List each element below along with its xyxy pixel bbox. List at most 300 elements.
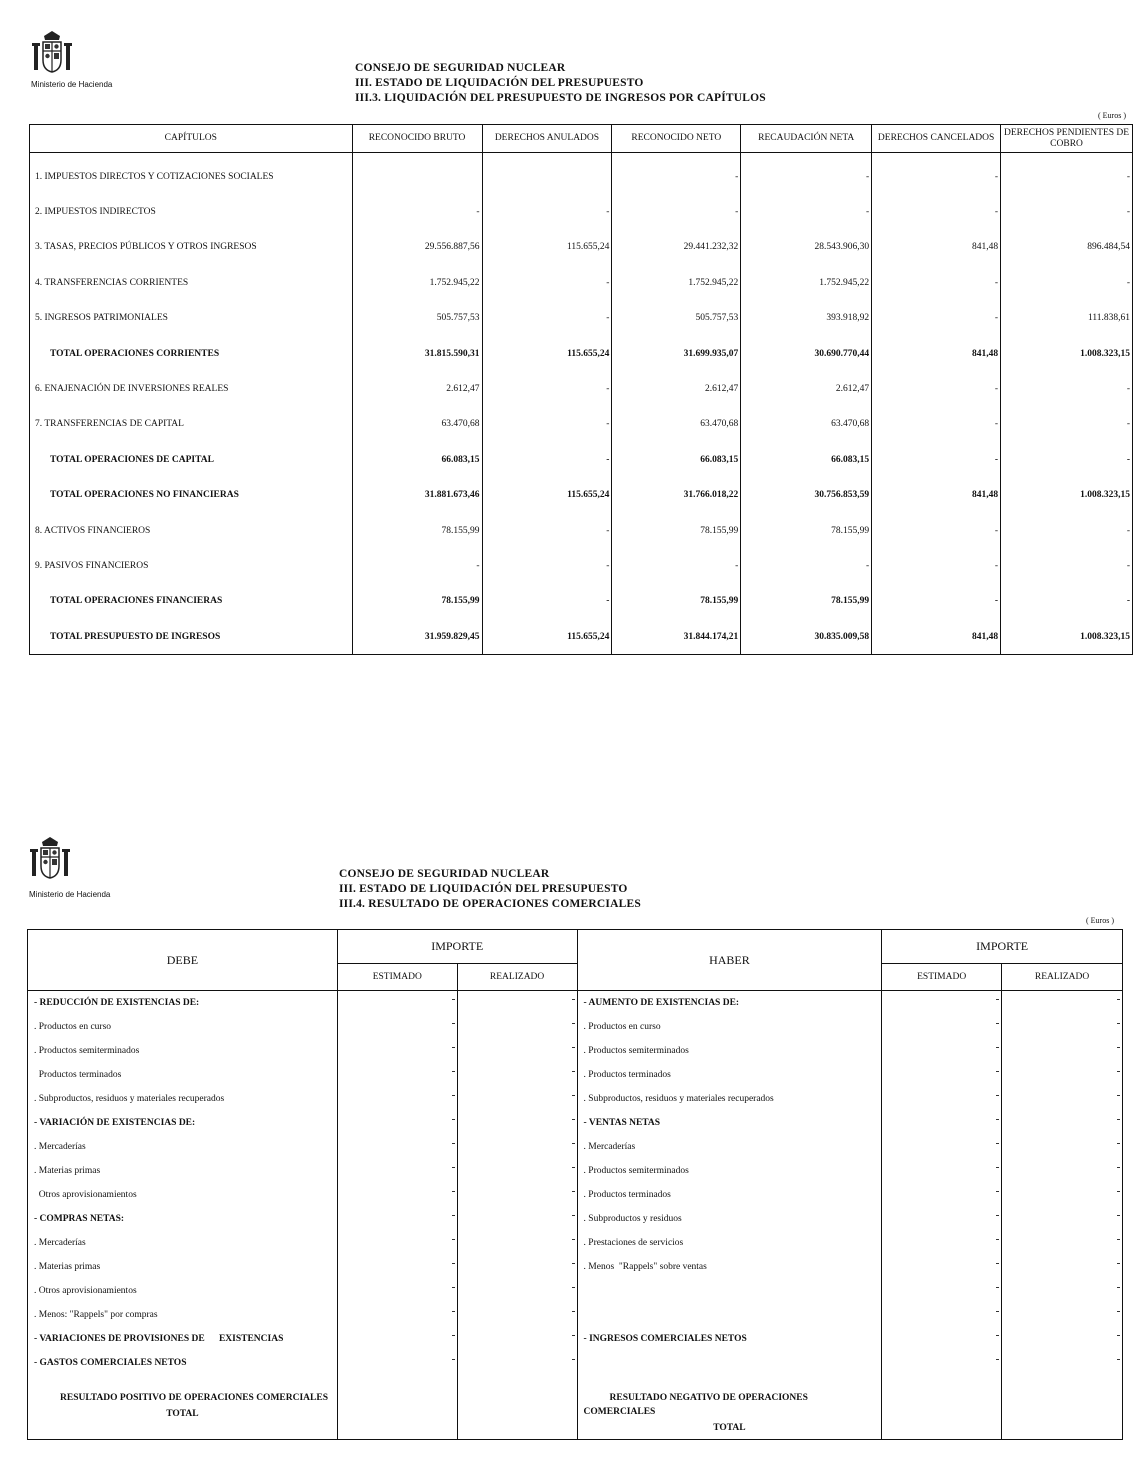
table-row	[30, 230, 1133, 265]
table-row	[30, 442, 1133, 477]
cell-value: 78.155,99	[352, 584, 482, 619]
empty-cell	[458, 1303, 577, 1327]
dash-mark	[452, 1095, 455, 1096]
dash-mark	[452, 1239, 455, 1240]
cell-value: 28.543.906,30	[741, 230, 872, 265]
dash-mark	[452, 1143, 455, 1144]
cell-value: 78.155,99	[612, 513, 741, 548]
cell-value: 66.083,15	[352, 442, 482, 477]
list-item: - VARIACIONES DE PROVISIONES DE EXISTENCIAS	[34, 1334, 284, 1344]
row-label: TOTAL PRESUPUESTO DE INGRESOS	[30, 619, 353, 655]
empty-cell	[1002, 1063, 1122, 1087]
empty-cell	[882, 1351, 1001, 1375]
dash-mark	[572, 1071, 575, 1072]
table-row	[30, 513, 1133, 548]
row-label: 2. IMPUESTOS INDIRECTOS	[30, 194, 353, 229]
row-label: 6. ENAJENACIÓN DE INVERSIONES REALES	[30, 371, 353, 406]
empty-cell	[458, 1063, 577, 1087]
cell-value: -	[612, 153, 741, 195]
cell-value: -	[482, 407, 612, 442]
cell-value: 66.083,15	[741, 442, 872, 477]
cell-value: -	[482, 265, 612, 300]
table-row	[30, 301, 1133, 336]
list-item: . Productos terminados	[583, 1070, 671, 1080]
dash-mark	[572, 1359, 575, 1360]
empty-cell	[338, 1015, 457, 1039]
dash-mark	[996, 1143, 999, 1144]
dash-mark	[996, 1191, 999, 1192]
empty-cell	[458, 1135, 577, 1159]
cell-value: -	[1001, 584, 1133, 619]
dash-mark	[572, 1047, 575, 1048]
cell-value: 1.752.945,22	[352, 265, 482, 300]
list-item: . Menos "Rappels" sobre ventas	[583, 1262, 707, 1272]
cell-value: 1.752.945,22	[612, 265, 741, 300]
cell-value: -	[482, 548, 612, 583]
column-header: RECONOCIDO NETO	[612, 125, 741, 153]
cell-value: 2.612,47	[352, 371, 482, 406]
cell-value: -	[872, 513, 1001, 548]
cell-value: 115.655,24	[482, 619, 612, 655]
commercial-operations-table	[27, 929, 1123, 1440]
cell-value: 31.881.673,46	[352, 478, 482, 513]
heading-line: CONSEJO DE SEGURIDAD NUCLEAR	[355, 62, 566, 74]
empty-cell	[338, 1207, 457, 1231]
dash-mark	[572, 1287, 575, 1288]
list-item	[578, 1303, 882, 1327]
list-item: Productos terminados	[34, 1070, 122, 1080]
list-item	[578, 1351, 882, 1375]
cell-value: -	[482, 513, 612, 548]
cell-value: 505.757,53	[612, 301, 741, 336]
dash-mark	[572, 1023, 575, 1024]
cell-value: -	[872, 194, 1001, 229]
cell-value: -	[482, 371, 612, 406]
dash-mark	[572, 1143, 575, 1144]
ministry-label: Ministerio de Hacienda	[29, 890, 111, 899]
dash-mark	[572, 1311, 575, 1312]
list-item: . Mercaderías	[583, 1142, 636, 1152]
haber-importe-header: IMPORTE	[882, 930, 1123, 964]
empty-cell	[338, 1327, 457, 1351]
list-item: - INGRESOS COMERCIALES NETOS	[583, 1334, 747, 1344]
dash-mark	[996, 1215, 999, 1216]
heading-line: III.4. RESULTADO DE OPERACIONES COMERCIALES	[339, 898, 641, 910]
dash-mark	[452, 1071, 455, 1072]
cell-value: -	[1001, 371, 1133, 406]
debe-realizado-column	[457, 991, 577, 1440]
dash-mark	[996, 1311, 999, 1312]
empty-cell	[458, 1159, 577, 1183]
dash-mark	[996, 1047, 999, 1048]
heading-line: III. ESTADO DE LIQUIDACIÓN DEL PRESUPUESTO	[355, 77, 644, 89]
cell-value: -	[352, 548, 482, 583]
list-item: . Productos semiterminados	[583, 1166, 689, 1176]
cell-value: 393.918,92	[741, 301, 872, 336]
empty-cell	[882, 1207, 1001, 1231]
dash-mark	[996, 1095, 999, 1096]
cell-value: -	[1001, 513, 1133, 548]
dash-mark	[452, 1119, 455, 1120]
cell-value: -	[1001, 548, 1133, 583]
empty-cell	[458, 1231, 577, 1255]
empty-cell	[882, 1015, 1001, 1039]
dash-mark	[572, 1239, 575, 1240]
cell-value: -	[872, 301, 1001, 336]
row-label: 5. INGRESOS PATRIMONIALES	[30, 301, 353, 336]
cell-value: -	[872, 407, 1001, 442]
heading-line: III. ESTADO DE LIQUIDACIÓN DEL PRESUPUESTO	[339, 883, 628, 895]
list-item: . Productos en curso	[34, 1022, 112, 1032]
cell-value: 78.155,99	[352, 513, 482, 548]
dash-mark	[452, 1287, 455, 1288]
empty-cell	[458, 1327, 577, 1351]
dash-mark	[1117, 1311, 1120, 1312]
dash-mark	[452, 1311, 455, 1312]
cell-value: -	[352, 194, 482, 229]
debe-estimado-header: ESTIMADO	[337, 963, 457, 990]
report-heading	[339, 867, 641, 912]
cell-value: 115.655,24	[482, 336, 612, 371]
dash-mark	[1117, 1143, 1120, 1144]
dash-mark	[452, 1191, 455, 1192]
dash-mark	[996, 1023, 999, 1024]
dash-mark	[1117, 1191, 1120, 1192]
list-item: . Mercaderías	[34, 1238, 86, 1248]
cell-value: -	[1001, 442, 1133, 477]
cell-value: 78.155,99	[741, 584, 872, 619]
cell-value: 1.752.945,22	[741, 265, 872, 300]
empty-cell	[1002, 1183, 1122, 1207]
debe-realizado-header: REALIZADO	[457, 963, 577, 990]
dash-mark	[1117, 1047, 1120, 1048]
cell-value: 896.484,54	[1001, 230, 1133, 265]
cell-value: -	[741, 153, 872, 195]
cell-value: -	[482, 301, 612, 336]
empty-cell	[882, 1279, 1001, 1303]
cell-value: 1.008.323,15	[1001, 478, 1133, 513]
empty-cell	[338, 1039, 457, 1063]
empty-cell	[882, 1255, 1001, 1279]
cell-value: 30.835.009,58	[741, 619, 872, 655]
row-label: 8. ACTIVOS FINANCIEROS	[30, 513, 353, 548]
empty-cell	[1002, 1087, 1122, 1111]
cell-value: -	[482, 442, 612, 477]
empty-cell	[1002, 1039, 1122, 1063]
dash-mark	[1117, 1095, 1120, 1096]
empty-cell	[882, 1135, 1001, 1159]
column-header: CAPÍTULOS	[30, 125, 353, 153]
cell-value	[482, 153, 612, 195]
row-label: 7. TRANSFERENCIAS DE CAPITAL	[30, 407, 353, 442]
empty-cell	[338, 1231, 457, 1255]
dash-mark	[996, 1071, 999, 1072]
dash-mark	[1117, 1335, 1120, 1336]
cell-value: -	[872, 548, 1001, 583]
empty-cell	[1002, 991, 1122, 1015]
dash-mark	[996, 1119, 999, 1120]
table-row	[30, 478, 1133, 513]
cell-value: -	[872, 265, 1001, 300]
empty-cell	[882, 1039, 1001, 1063]
dash-mark	[1117, 1119, 1120, 1120]
column-header: RECONOCIDO BRUTO	[352, 125, 482, 153]
empty-cell	[338, 1351, 457, 1375]
table-row	[30, 619, 1133, 655]
cell-value: 66.083,15	[612, 442, 741, 477]
list-item: . Prestaciones de servicios	[583, 1238, 684, 1248]
table-row	[30, 153, 1133, 195]
empty-cell	[882, 1327, 1001, 1351]
empty-cell	[458, 1039, 577, 1063]
debe-total-label: TOTAL	[166, 1409, 199, 1419]
cell-value: 115.655,24	[482, 478, 612, 513]
cell-value: 29.556.887,56	[352, 230, 482, 265]
empty-cell	[1002, 1231, 1122, 1255]
column-header: RECAUDACIÓN NETA	[741, 125, 872, 153]
empty-cell	[338, 1303, 457, 1327]
cell-value: 63.470,68	[612, 407, 741, 442]
empty-cell	[1002, 1303, 1122, 1327]
table-row	[30, 265, 1133, 300]
list-item: . Materias primas	[34, 1166, 101, 1176]
dash-mark	[452, 1047, 455, 1048]
empty-cell	[458, 1255, 577, 1279]
heading-line: III.3. LIQUIDACIÓN DEL PRESUPUESTO DE INGRESOS POR CAPÍTULOS	[355, 92, 766, 104]
empty-cell	[458, 1207, 577, 1231]
dash-mark	[452, 1023, 455, 1024]
cell-value: -	[741, 194, 872, 229]
cell-value: -	[482, 584, 612, 619]
empty-cell	[1002, 1255, 1122, 1279]
dash-mark	[1117, 1359, 1120, 1360]
empty-cell	[1002, 1111, 1122, 1135]
empty-cell	[458, 1087, 577, 1111]
cell-value: -	[872, 442, 1001, 477]
column-header: DERECHOS ANULADOS	[482, 125, 612, 153]
table-row	[30, 194, 1133, 229]
empty-cell	[338, 1087, 457, 1111]
cell-value: 29.441.232,32	[612, 230, 741, 265]
dash-mark	[452, 1359, 455, 1360]
empty-cell	[882, 1183, 1001, 1207]
empty-cell	[338, 1063, 457, 1087]
cell-value: 1.008.323,15	[1001, 619, 1133, 655]
cell-value: -	[872, 153, 1001, 195]
table-row	[30, 371, 1133, 406]
list-item: . Productos en curso	[583, 1022, 661, 1032]
row-label: TOTAL OPERACIONES NO FINANCIERAS	[30, 478, 353, 513]
report-heading	[355, 61, 766, 106]
dash-mark	[1117, 1167, 1120, 1168]
empty-cell	[1002, 1279, 1122, 1303]
dash-mark	[452, 1215, 455, 1216]
dash-mark	[452, 1167, 455, 1168]
coat-of-arms-icon	[30, 836, 70, 880]
dash-mark	[572, 1167, 575, 1168]
list-item: - COMPRAS NETAS:	[34, 1214, 125, 1224]
dash-mark	[452, 1335, 455, 1336]
coat-of-arms-icon	[32, 30, 72, 74]
empty-cell	[458, 1183, 577, 1207]
haber-header: HABER	[577, 930, 882, 991]
list-item: . Menos: "Rappels" por compras	[34, 1310, 158, 1320]
empty-cell	[882, 1303, 1001, 1327]
dash-mark	[996, 1263, 999, 1264]
cell-value: -	[612, 548, 741, 583]
empty-cell	[882, 1159, 1001, 1183]
column-header: DERECHOS PENDIENTES DE COBRO	[1001, 125, 1133, 153]
list-item: - VENTAS NETAS	[583, 1118, 661, 1128]
list-item: - GASTOS COMERCIALES NETOS	[34, 1358, 187, 1368]
empty-cell	[458, 991, 577, 1015]
dash-mark	[572, 1191, 575, 1192]
dash-mark	[996, 999, 999, 1000]
dash-mark	[572, 999, 575, 1000]
row-label: TOTAL OPERACIONES FINANCIERAS	[30, 584, 353, 619]
empty-cell	[1002, 1327, 1122, 1351]
row-label: 4. TRANSFERENCIAS CORRIENTES	[30, 265, 353, 300]
dash-mark	[996, 1239, 999, 1240]
row-label: TOTAL OPERACIONES DE CAPITAL	[30, 442, 353, 477]
haber-result-label: RESULTADO NEGATIVO DE OPERACIONES COMERCIALES	[583, 1393, 808, 1417]
cell-value: 841,48	[872, 478, 1001, 513]
cell-value: 841,48	[872, 230, 1001, 265]
dash-mark	[572, 1335, 575, 1336]
list-item: . Productos semiterminados	[583, 1046, 689, 1056]
empty-cell	[1002, 1135, 1122, 1159]
cell-value: 78.155,99	[741, 513, 872, 548]
debe-estimado-column	[337, 991, 457, 1440]
cell-value: 31.766.018,22	[612, 478, 741, 513]
empty-cell	[458, 1351, 577, 1375]
cell-value: -	[872, 584, 1001, 619]
cell-value	[352, 153, 482, 195]
empty-cell	[338, 1159, 457, 1183]
cell-value: 2.612,47	[741, 371, 872, 406]
haber-total-label: TOTAL	[713, 1423, 746, 1433]
empty-cell	[1002, 1015, 1122, 1039]
list-item: Otros aprovisionamientos	[34, 1190, 137, 1200]
cell-value: 31.959.829,45	[352, 619, 482, 655]
row-label: TOTAL OPERACIONES CORRIENTES	[30, 336, 353, 371]
row-label: 3. TASAS, PRECIOS PÚBLICOS Y OTROS INGRESOS	[30, 230, 353, 265]
cell-value: -	[741, 548, 872, 583]
cell-value: 505.757,53	[352, 301, 482, 336]
heading-line: CONSEJO DE SEGURIDAD NUCLEAR	[339, 868, 550, 880]
table-row	[30, 584, 1133, 619]
cell-value: 30.690.770,44	[741, 336, 872, 371]
cell-value: 2.612,47	[612, 371, 741, 406]
dash-mark	[1117, 1215, 1120, 1216]
table-row	[30, 548, 1133, 583]
dash-mark	[996, 1335, 999, 1336]
dash-mark	[1117, 1287, 1120, 1288]
list-item: . Materias primas	[34, 1262, 101, 1272]
dash-mark	[1117, 1263, 1120, 1264]
cell-value: 841,48	[872, 336, 1001, 371]
dash-mark	[452, 1263, 455, 1264]
table-row	[30, 336, 1133, 371]
list-item: . Productos semiterminados	[34, 1046, 140, 1056]
currency-unit: ( Euros )	[1086, 916, 1114, 925]
debe-header: DEBE	[28, 930, 338, 991]
dash-mark	[1117, 1071, 1120, 1072]
empty-cell	[338, 1183, 457, 1207]
dash-mark	[1117, 1023, 1120, 1024]
cell-value: 63.470,68	[352, 407, 482, 442]
list-item: . Subproductos, residuos y materiales recuperados	[34, 1094, 225, 1104]
column-header: DERECHOS CANCELADOS	[872, 125, 1001, 153]
list-item: . Subproductos y residuos	[583, 1214, 682, 1224]
debe-result-label: RESULTADO POSITIVO DE OPERACIONES COMERCIALES	[60, 1393, 328, 1403]
cell-value: 1.008.323,15	[1001, 336, 1133, 371]
empty-cell	[882, 1111, 1001, 1135]
empty-cell	[458, 1015, 577, 1039]
cell-value: -	[612, 194, 741, 229]
empty-cell	[458, 1279, 577, 1303]
cell-value: -	[1001, 153, 1133, 195]
dash-mark	[572, 1263, 575, 1264]
cell-value: 111.838,61	[1001, 301, 1133, 336]
debe-importe-header: IMPORTE	[337, 930, 577, 964]
list-item: - VARIACIÓN DE EXISTENCIAS DE:	[34, 1118, 196, 1128]
empty-cell	[882, 1087, 1001, 1111]
list-item	[578, 1279, 882, 1303]
row-label: 9. PASIVOS FINANCIEROS	[30, 548, 353, 583]
dash-mark	[1117, 1239, 1120, 1240]
cell-value: -	[1001, 194, 1133, 229]
cell-value: 115.655,24	[482, 230, 612, 265]
list-item: . Mercaderías	[34, 1142, 86, 1152]
dash-mark	[996, 1359, 999, 1360]
list-item: - REDUCCIÓN DE EXISTENCIAS DE:	[34, 998, 200, 1008]
cell-value: -	[1001, 265, 1133, 300]
row-label: 1. IMPUESTOS DIRECTOS Y COTIZACIONES SOCIALES	[30, 153, 353, 195]
dash-mark	[572, 1119, 575, 1120]
empty-cell	[338, 1279, 457, 1303]
cell-value: 78.155,99	[612, 584, 741, 619]
haber-items	[577, 991, 882, 1440]
cell-value: 31.815.590,31	[352, 336, 482, 371]
empty-cell	[882, 1231, 1001, 1255]
haber-realizado-column	[1002, 991, 1123, 1440]
cell-value: 63.470,68	[741, 407, 872, 442]
empty-cell	[338, 1135, 457, 1159]
haber-estimado-column	[882, 991, 1002, 1440]
haber-realizado-header: REALIZADO	[1002, 963, 1123, 990]
empty-cell	[338, 991, 457, 1015]
table-row	[30, 407, 1133, 442]
empty-cell	[882, 991, 1001, 1015]
dash-mark	[996, 1287, 999, 1288]
empty-cell	[1002, 1207, 1122, 1231]
cell-value: 31.844.174,21	[612, 619, 741, 655]
cell-value: 841,48	[872, 619, 1001, 655]
empty-cell	[1002, 1159, 1122, 1183]
cell-value: 31.699.935,07	[612, 336, 741, 371]
empty-cell	[882, 1063, 1001, 1087]
list-item: . Productos terminados	[583, 1190, 671, 1200]
list-item: - AUMENTO DE EXISTENCIAS DE:	[583, 998, 740, 1008]
dash-mark	[572, 1215, 575, 1216]
list-item: . Otros aprovisionamientos	[34, 1286, 137, 1296]
empty-cell	[338, 1255, 457, 1279]
cell-value: -	[1001, 407, 1133, 442]
cell-value: 30.756.853,59	[741, 478, 872, 513]
dash-mark	[572, 1095, 575, 1096]
dash-mark	[1117, 999, 1120, 1000]
